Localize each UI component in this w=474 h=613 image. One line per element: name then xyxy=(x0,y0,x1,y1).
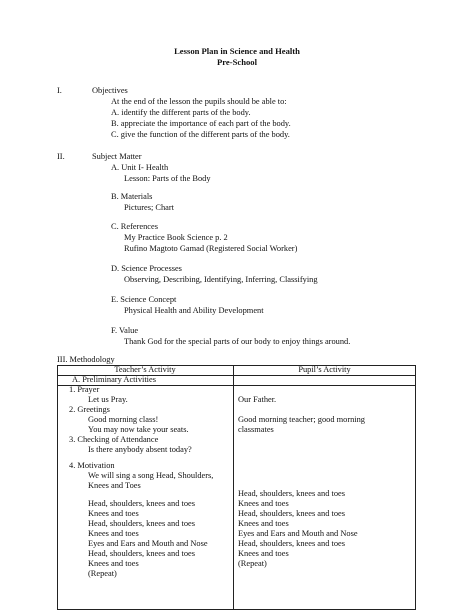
greetings-pupil-line-2: classmates xyxy=(238,425,274,434)
song-pupil-line-6: Head, shoulders, knees and toes xyxy=(238,539,345,548)
prayer-teacher-line: Let us Pray. xyxy=(88,395,128,404)
value-statement: Thank God for the special parts of our body to enjoy things around. xyxy=(124,337,351,346)
table-column-divider xyxy=(233,365,234,610)
teacher-activity-header: Teacher’s Activity xyxy=(114,365,176,374)
song-teacher-line-8: (Repeat) xyxy=(88,569,117,578)
materials-value: Pictures; Chart xyxy=(124,203,175,212)
objective-item-c: C. give the function of the different parts of the body. xyxy=(111,130,290,139)
attendance-heading: 3. Checking of Attendance xyxy=(69,435,159,444)
objectives-intro: At the end of the lesson the pupils should be able to: xyxy=(111,97,287,106)
song-teacher-line-6: Head, shoulders, knees and toes xyxy=(88,549,195,558)
value-heading: F. Value xyxy=(111,326,139,335)
song-teacher-line-4: Knees and toes xyxy=(88,529,139,538)
song-teacher-line-7: Knees and toes xyxy=(88,559,139,568)
objectives-heading: Objectives xyxy=(92,86,128,95)
prayer-pupil-line: Our Father. xyxy=(238,395,277,404)
reference-item-1: My Practice Book Science p. 2 xyxy=(124,233,228,242)
song-pupil-line-1: Head, shoulders, knees and toes xyxy=(238,489,345,498)
references-heading: C. References xyxy=(111,222,158,231)
objectives-numeral: I. xyxy=(57,86,62,95)
science-concept-value: Physical Health and Ability Development xyxy=(124,306,264,315)
greetings-teacher-line-2: You may now take your seats. xyxy=(88,425,189,434)
motivation-teacher-line-1: We will sing a song Head, Shoulders, xyxy=(88,471,214,480)
lesson-label: Lesson: Parts of the Body xyxy=(124,174,211,183)
song-pupil-line-2: Knees and toes xyxy=(238,499,289,508)
subject-matter-numeral: II. xyxy=(57,152,65,161)
song-pupil-line-7: Knees and toes xyxy=(238,549,289,558)
song-pupil-line-8: (Repeat) xyxy=(238,559,267,568)
song-teacher-line-2: Knees and toes xyxy=(88,509,139,518)
song-pupil-line-5: Eyes and Ears and Mouth and Nose xyxy=(238,529,358,538)
science-processes-value: Observing, Describing, Identifying, Inferring, Classifying xyxy=(124,275,318,284)
materials-heading: B. Materials xyxy=(111,192,153,201)
song-teacher-line-1: Head, shoulders, knees and toes xyxy=(88,499,195,508)
song-teacher-line-3: Head, shoulders, knees and toes xyxy=(88,519,195,528)
motivation-teacher-line-2: Knees and Toes xyxy=(88,481,141,490)
song-teacher-line-5: Eyes and Ears and Mouth and Nose xyxy=(88,539,208,548)
reference-item-2: Rufino Magtoto Gamad (Registered Social Worker) xyxy=(124,244,298,253)
unit-label: A. Unit I- Health xyxy=(111,163,169,172)
objective-item-b: B. appreciate the importance of each part of the body. xyxy=(111,119,291,128)
song-pupil-line-3: Head, shoulders, knees and toes xyxy=(238,509,345,518)
greetings-pupil-line-1: Good morning teacher; good morning xyxy=(238,415,365,424)
methodology-heading: III. Methodology xyxy=(57,355,115,364)
attendance-teacher-line: Is there anybody absent today? xyxy=(88,445,192,454)
pupil-activity-header: Pupil’s Activity xyxy=(298,365,351,374)
science-processes-heading: D. Science Processes xyxy=(111,264,182,273)
motivation-heading: 4. Motivation xyxy=(69,461,115,470)
prayer-heading: 1. Prayer xyxy=(69,385,100,394)
subject-matter-heading: Subject Matter xyxy=(92,152,142,161)
objective-item-a: A. identify the different parts of the body. xyxy=(111,108,251,117)
document-subtitle: Pre-School xyxy=(217,57,257,67)
greetings-heading: 2. Greetings xyxy=(69,405,110,414)
song-pupil-line-4: Knees and toes xyxy=(238,519,289,528)
science-concept-heading: E. Science Concept xyxy=(111,295,177,304)
document-title: Lesson Plan in Science and Health xyxy=(174,46,300,56)
greetings-teacher-line-1: Good morning class! xyxy=(88,415,159,424)
preliminary-activities-heading: A. Preliminary Activities xyxy=(72,375,156,384)
